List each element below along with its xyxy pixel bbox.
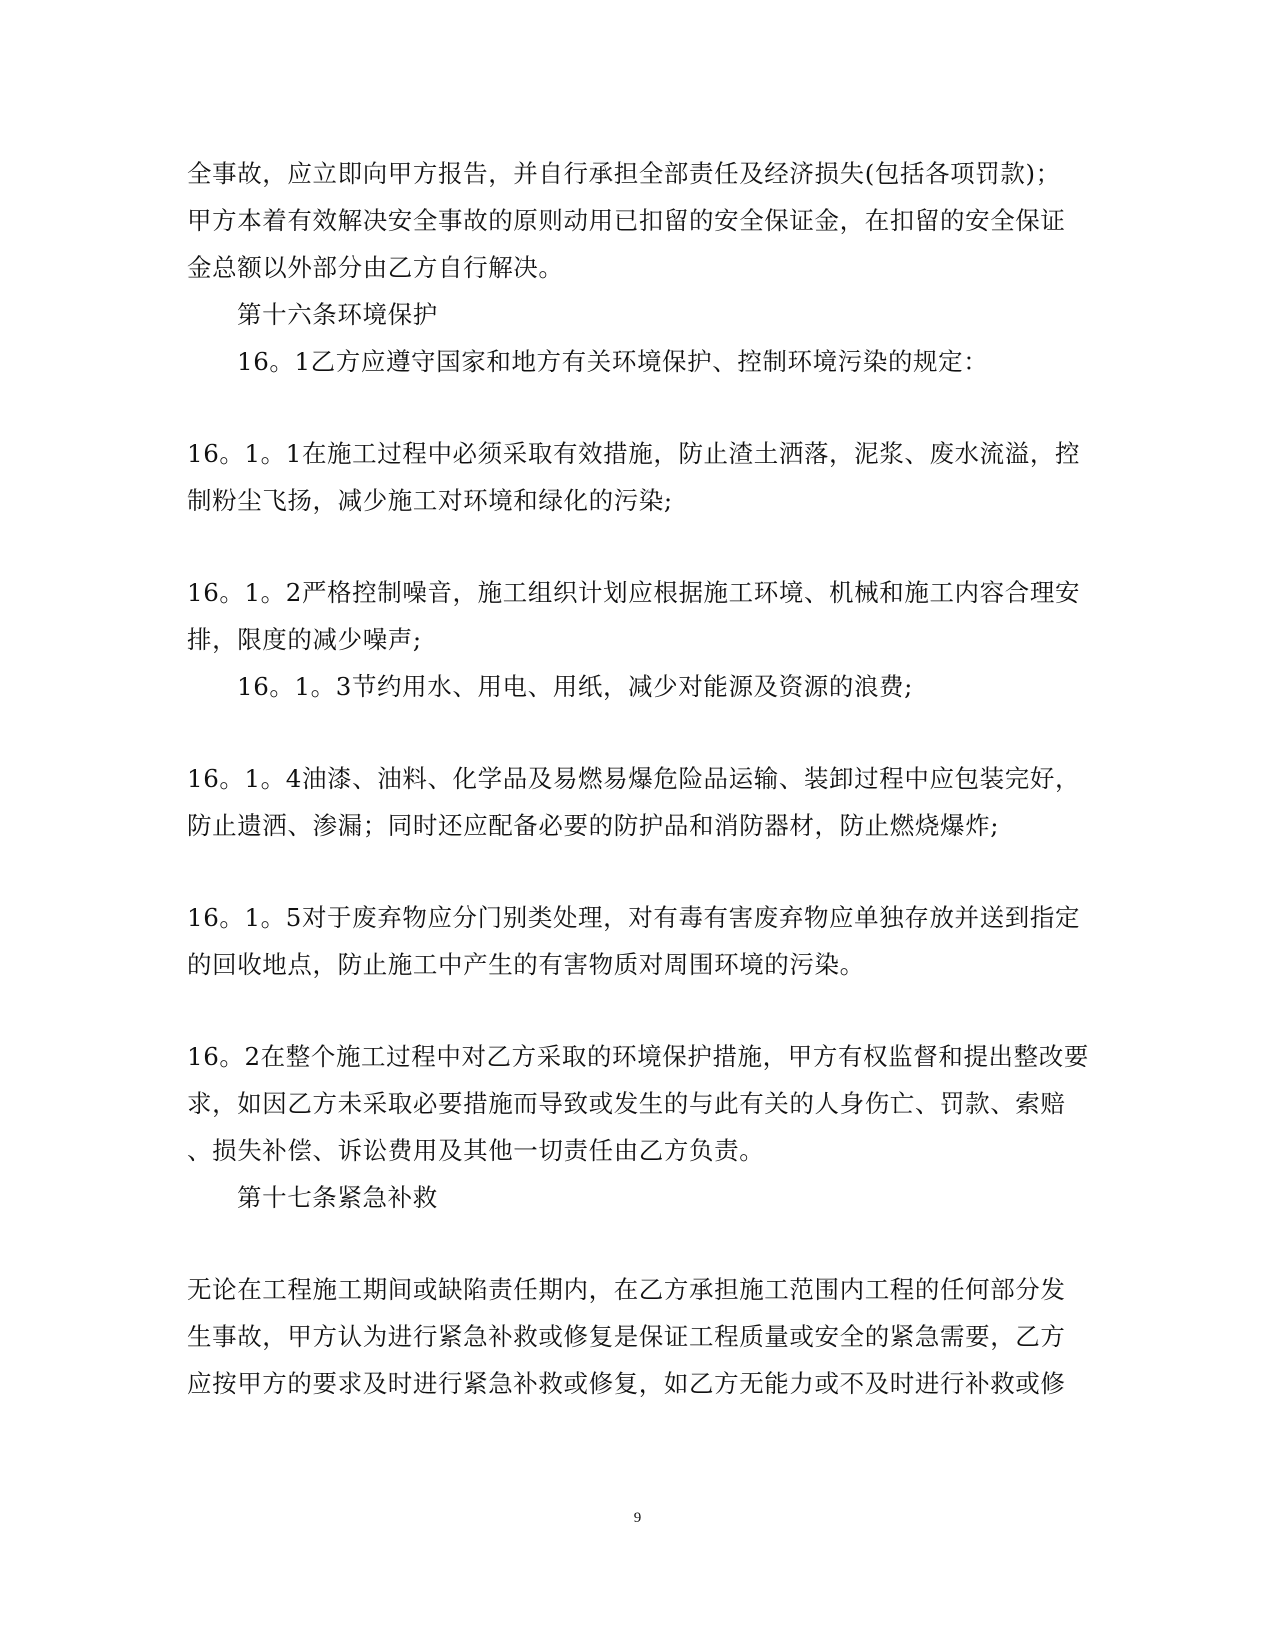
paragraph-line: 16。2在整个施工过程中对乙方采取的环境保护措施，甲方有权监督和提出整改要: [187, 1042, 1089, 1071]
section-heading: 第十六条环境保护: [237, 300, 438, 329]
paragraph-line: 16。1。2严格控制噪音，施工组织计划应根据施工环境、机械和施工内容合理安: [187, 578, 1081, 607]
paragraph-line: 金总额以外部分由乙方自行解决。: [187, 253, 564, 282]
section-heading: 第十七条紧急补救: [237, 1183, 438, 1212]
paragraph-line: 甲方本着有效解决安全事故的原则动用已扣留的安全保证金，在扣留的安全保证: [187, 206, 1066, 235]
page-number: 9: [633, 1510, 642, 1526]
paragraph-line: 生事故，甲方认为进行紧急补救或修复是保证工程质量或安全的紧急需要，乙方: [187, 1322, 1066, 1351]
paragraph-line: 16。1。1在施工过程中必须采取有效措施，防止渣土洒落，泥浆、废水流溢，控: [187, 439, 1081, 468]
paragraph-line: 16。1。3节约用水、用电、用纸，减少对能源及资源的浪费;: [237, 672, 914, 701]
paragraph-line: 的回收地点，防止施工中产生的有害物质对周围环境的污染。: [187, 950, 865, 979]
paragraph-line: 应按甲方的要求及时进行紧急补救或修复，如乙方无能力或不及时进行补救或修: [187, 1369, 1066, 1398]
paragraph-line: 制粉尘飞扬，减少施工对环境和绿化的污染;: [187, 486, 673, 515]
paragraph-line: 全事故，应立即向甲方报告，并自行承担全部责任及经济损失(包括各项罚款)；: [187, 159, 1061, 188]
paragraph-line: 排，限度的减少噪声;: [187, 625, 422, 654]
paragraph-line: 16。1。5对于废弃物应分门别类处理，对有毒有害废弃物应单独存放并送到指定: [187, 903, 1081, 932]
paragraph-line: 求，如因乙方未采取必要措施而导致或发生的与此有关的人身伤亡、罚款、索赔: [187, 1089, 1066, 1118]
paragraph-line: 防止遗洒、渗漏；同时还应配备必要的防护品和消防器材，防止燃烧爆炸;: [187, 811, 1000, 840]
paragraph-line: 无论在工程施工期间或缺陷责任期内，在乙方承担施工范围内工程的任何部分发: [187, 1275, 1066, 1304]
paragraph-line: 16。1。4油漆、油料、化学品及易燃易爆危险品运输、装卸过程中应包装完好，: [187, 764, 1081, 793]
paragraph-line: 、损失补偿、诉讼费用及其他一切责任由乙方负责。: [187, 1136, 765, 1165]
paragraph-line: 16。1乙方应遵守国家和地方有关环境保护、控制环境污染的规定：: [237, 347, 989, 376]
